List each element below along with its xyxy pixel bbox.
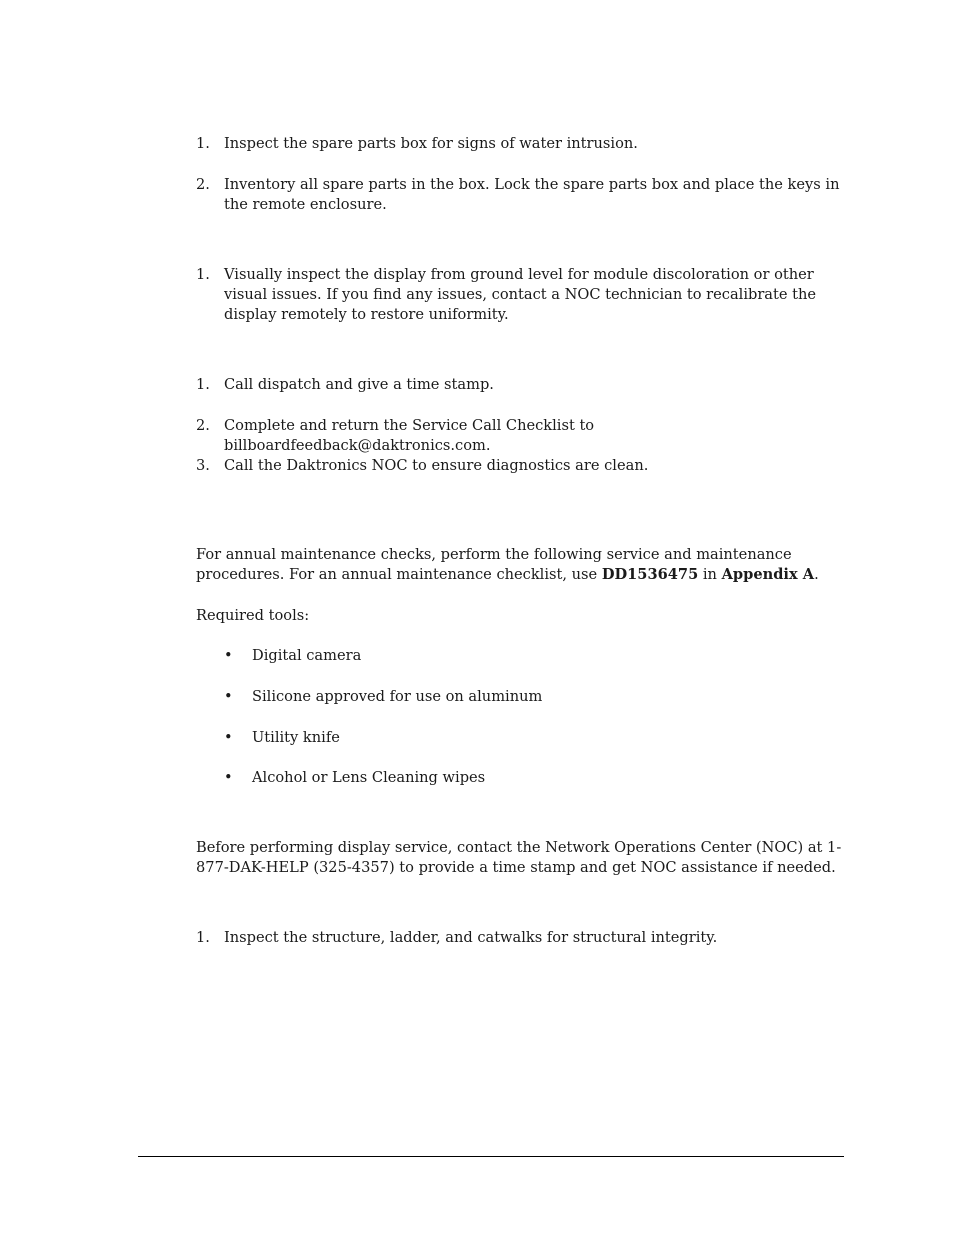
bullet-icon: • — [224, 729, 233, 746]
step-number: 1. — [196, 376, 210, 393]
step-number: 1. — [196, 929, 210, 946]
tool-text: Silicone approved for use on aluminum — [252, 688, 543, 705]
step-text: Inventory all spare parts in the box. Lock the spare parts box and place the keys in the remote enclosure. — [224, 176, 840, 213]
intro-end: . — [814, 566, 819, 583]
step-text: Call dispatch and give a time stamp. — [224, 376, 494, 393]
bullet-icon: • — [224, 769, 233, 786]
step-number: 1. — [196, 135, 210, 152]
annual-maintenance-intro — [196, 545, 846, 585]
step-number: 1. — [196, 266, 210, 283]
tool-text: Utility knife — [252, 729, 340, 746]
step-text: Inspect the spare parts box for signs of water intrusion. — [224, 135, 638, 152]
step-text: Call the Daktronics NOC to ensure diagnostics are clean. — [224, 457, 649, 474]
step-text: Complete and return the Service Call Checklist to billboardfeedback@daktronics.com. — [224, 417, 595, 454]
step-text: Inspect the structure, ladder, and catwalks for structural integrity. — [224, 929, 718, 946]
tool-text: Digital camera — [252, 647, 362, 664]
appendix-reference: Appendix A — [721, 566, 815, 583]
bullet-icon: • — [224, 647, 233, 664]
step-number: 3. — [196, 457, 210, 474]
step-number: 2. — [196, 417, 210, 434]
footer-divider — [138, 1156, 844, 1157]
tool-text: Alcohol or Lens Cleaning wipes — [252, 769, 486, 786]
step-number: 2. — [196, 176, 210, 193]
step-text: Visually inspect the display from ground level for module discoloration or other visual issues. If you find any issues, contact a NOC technician to recalibrate the display remotely to restore uniformity. — [224, 266, 817, 323]
before-service-paragraph: Before performing display service, contact the Network Operations Center (NOC) at 1-877-DAK-HELP (325-4357) to provide a time stamp and get NOC assistance if needed. — [196, 839, 842, 876]
checklist-id: DD1536475 — [601, 566, 699, 583]
intro-in: in — [698, 566, 722, 583]
required-tools-label: Required tools: — [196, 607, 310, 624]
intro-text: For annual maintenance checks, perform the following service and maintenance procedures. For an annual maintenance checklist, use — [196, 546, 792, 583]
bullet-icon: • — [224, 688, 233, 705]
